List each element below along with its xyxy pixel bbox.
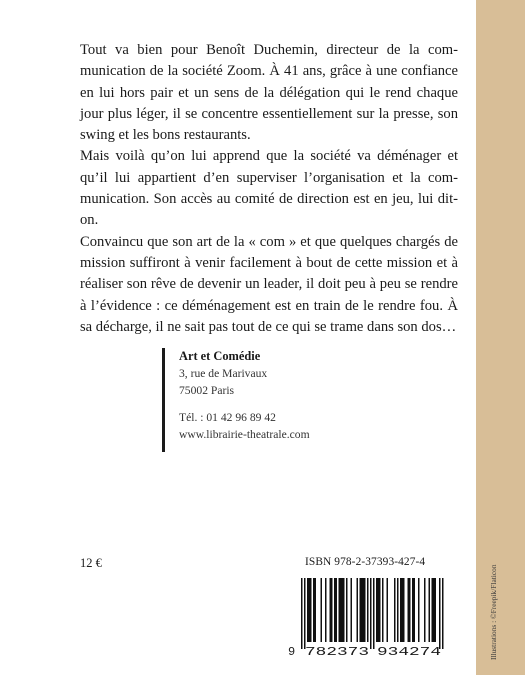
barcode-bar: [400, 578, 402, 642]
illustration-credit: Illustrations : ©Freepik/Flaticon: [489, 564, 498, 660]
price-label: 12 €: [80, 556, 102, 570]
publisher-block: [162, 348, 310, 452]
barcode-first-digit: 9: [288, 645, 296, 659]
barcode-bar: [307, 578, 309, 642]
publisher-name: Art et Comédie: [179, 349, 261, 363]
barcode-bar: [402, 578, 404, 642]
barcode-bar: [340, 578, 342, 642]
barcode-bar: [367, 578, 369, 642]
publisher-address-street: 3, rue de Marivaux: [179, 367, 268, 380]
barcode-bar: [346, 578, 348, 642]
barcode-bar: [409, 578, 411, 642]
barcode-bar: [313, 578, 315, 642]
blurb-paragraph: Convaincu que son art de la « com » et que quelques chargés de mission suffiront à venir facilement à bout de cette mission et à réaliser son rêve de devenir un leader, il doit peu à peu se rendre à l’évidence : ce déménagement est en train de le rendre fou. À sa décharge, il ne sait pas tout de ce qui se trame dans son dos…: [80, 233, 458, 335]
barcode-bar: [442, 578, 444, 649]
barcode-bar: [315, 578, 317, 642]
barcode-bar: [424, 578, 426, 642]
barcode-bar: [336, 578, 338, 642]
barcode-bar: [343, 578, 345, 642]
barcode-bar: [310, 578, 312, 642]
barcode-bar: [321, 578, 323, 642]
barcode-bar: [357, 578, 359, 642]
barcode-bar: [363, 578, 365, 642]
publisher-spacer: [179, 399, 310, 409]
barcode-bar: [435, 578, 437, 642]
barcode-bar: [418, 578, 420, 642]
barcode-bar: [387, 578, 389, 642]
publisher-address-city: 75002 Paris: [179, 384, 235, 397]
isbn-label: ISBN 978-2-37393-427-4: [305, 556, 426, 568]
barcode-bar: [408, 578, 410, 642]
barcode-bar: [361, 578, 363, 642]
barcode-bars: [301, 578, 444, 649]
barcode-bar: [331, 578, 333, 642]
barcode-left-digits: 782373: [305, 645, 369, 659]
barcode-bar: [412, 578, 414, 642]
barcode-bar: [334, 578, 336, 642]
barcode-bar: [379, 578, 381, 642]
blurb-paragraph: Tout va bien pour Benoît Duchemin, directeur de la communication de la société Zoom. À 41 ans, grâce à une confiance en lui hors pair et un sens de la délégation qui le rend chaque jour plus léger, il se concentre essentiellement sur la presse, son swing et les bons restaurants.: [80, 42, 458, 144]
barcode-bar: [429, 578, 431, 642]
barcode-graphic: [282, 575, 460, 659]
barcode: [282, 575, 460, 659]
barcode-bar: [403, 578, 405, 642]
barcode-bar: [382, 578, 384, 642]
barcode-bar: [360, 578, 362, 642]
spine-color-band: [476, 0, 525, 675]
barcode-bar: [351, 578, 353, 642]
barcode-bar: [378, 578, 380, 642]
barcode-bar: [342, 578, 344, 642]
back-cover-blurb: [80, 40, 458, 338]
barcode-bar: [394, 578, 396, 642]
barcode-bar: [433, 578, 435, 642]
barcode-bar: [301, 578, 303, 649]
barcode-bar: [325, 578, 327, 642]
barcode-bar: [309, 578, 311, 642]
barcode-bar: [376, 578, 378, 642]
barcode-bar: [364, 578, 366, 642]
barcode-bar: [397, 578, 399, 642]
barcode-bar: [304, 578, 306, 649]
barcode-bar: [432, 578, 434, 642]
barcode-bar: [439, 578, 441, 649]
barcode-bar: [339, 578, 341, 642]
barcode-bar: [370, 578, 372, 649]
blurb-paragraph: Mais voilà qu’on lui apprend que la société va déménager et qu’il lui appartient d’en superviser l’organisation et la communication. Son accès au comité de direction est en jeu, lui dit-on.: [80, 148, 458, 229]
publisher-phone: Tél. : 01 42 96 89 42: [179, 411, 276, 424]
barcode-bar: [414, 578, 416, 642]
barcode-bar: [330, 578, 332, 642]
barcode-bar: [373, 578, 375, 649]
barcode-right-digits: 934274: [377, 645, 441, 659]
publisher-website: www.librairie-theatrale.com: [179, 428, 310, 441]
